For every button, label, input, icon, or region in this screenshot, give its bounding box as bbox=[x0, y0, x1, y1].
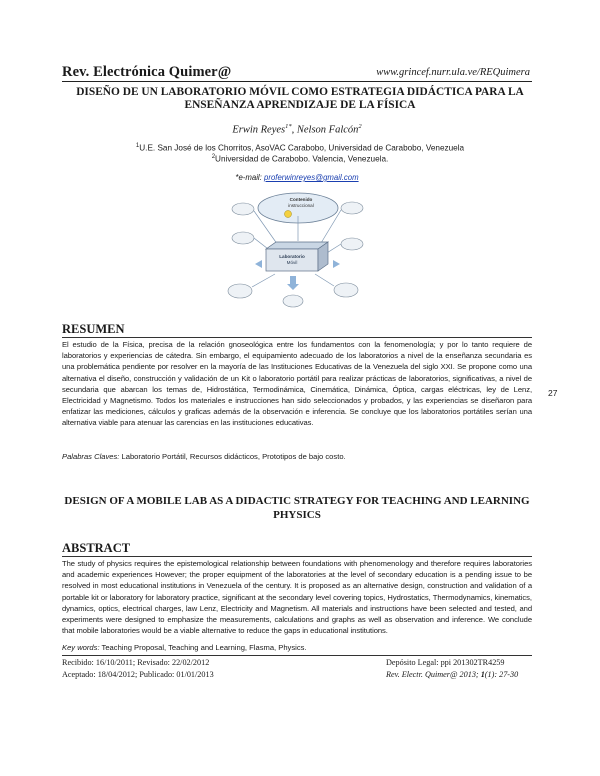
resumen-heading: RESUMEN bbox=[62, 322, 125, 336]
journal-name: Rev. Electrónica Quimer@ bbox=[62, 64, 232, 80]
abstract-text: The study of physics requires the epistemological relationship between foundations with phenomenology and therefore requires laboratories and academic experiences However; the proper equipment of the laboratories at the level of secondary education is a pending issue to be resolved in most educational institutions in Venezuela of the century. It is proposed as an alternative design, construction and validation of a portable kit or laboratory for laboratory practice, significant at the secondary level covering topics, Hydrostatics, Thermodynamics, kinematics, dynamics, optics, electrical charges, law Lenz, Electricity and Magnetism. All materials and instructions have been selected and tested, and experiments were designed to emphasize the measurements, calculations and graphs as well as observation and inference. We conclude that mobile laboratories would be a viable alternative to reduce the gaps in educational institutions. bbox=[62, 559, 532, 636]
author-2-sup: 2 bbox=[358, 123, 362, 130]
affiliation-1 bbox=[100, 143, 500, 153]
resumen-keywords-label: Palabras Claves: bbox=[62, 452, 120, 461]
cloud-label-1: Contenido bbox=[289, 197, 313, 202]
author-1: Erwin Reyes bbox=[232, 124, 286, 136]
header-rule bbox=[62, 81, 532, 82]
abstract-rule bbox=[62, 556, 532, 557]
lab-box-top bbox=[266, 242, 328, 249]
accepted-published: Aceptado: 18/04/2012; Publicado: 01/01/2013 bbox=[62, 670, 214, 679]
journal-url: www.grincef.nurr.ula.ve/REQuimera bbox=[376, 67, 530, 78]
affiliation-2-text: Universidad de Carabobo. Valencia, Venezuela. bbox=[215, 154, 389, 164]
affiliation-1-text: U.E. San José de los Chorritos, AsoVAC Carabobo, Universidad de Carabobo, Venezuela bbox=[139, 143, 465, 153]
cloud-label-2: instruccional bbox=[288, 203, 314, 208]
email-line bbox=[62, 173, 532, 182]
abstract-heading: ABSTRACT bbox=[62, 541, 131, 555]
node-top-right bbox=[341, 202, 363, 214]
lab-label-2: Móvil bbox=[286, 260, 298, 265]
email-label: *e-mail: bbox=[235, 173, 265, 182]
received-revised: Recibido: 16/10/2011; Revisado: 22/02/2012 bbox=[62, 658, 210, 667]
affiliation-2-sup: 2 bbox=[211, 154, 216, 160]
abstract-keywords-label: Key words: bbox=[62, 643, 100, 652]
lab-label-1: Laboratorio bbox=[279, 254, 305, 259]
resumen-text: El estudio de la Física, precisa de la relación gnoseológica entre los fundamentos con la fenomenología; y por lo tanto requiere de laboratorios y experiencias de cátedra. Sin embargo, el equipamiento adecuado de los laboratorios a nivel de la enseñanza secundaria es una problemática pendiente por resolver en la mayoría de las Instituciones Educativas de la Venezuela del siglo XXI. Se propone como una alternativa el diseño, construcción y validación de un Kit o laboratorio portátil para realizar prácticas de laboratorios, significativas, a nivel de secundaria que abarcan los temas de, Hidrostática, Termodinámica, Cinemática, Dinámica, Óptica, cargas eléctricas, ley de Lenz, Electricidad y Magnetismo. Todos los materiales e instrucciones han sido seleccionados y probados, y las experiencias se diseñaron para enfatizar las mediciones, cálculos y graficas además de la observación e inferencia. Se concluye que los laboratorios portátiles serían una alternativa viable para atenuar las carencias en las instituciones educativas. bbox=[62, 340, 532, 428]
author-line bbox=[62, 123, 532, 136]
citation-suffix: (1): 27-30 bbox=[484, 670, 519, 679]
arrow-right-icon bbox=[333, 260, 340, 268]
citation-volume: 1 bbox=[480, 670, 485, 679]
deposito-legal: Depósito Legal: ppi 201302TR4259 bbox=[386, 658, 505, 667]
node-mid-right bbox=[341, 238, 363, 250]
node-top-left bbox=[232, 203, 254, 215]
email-link[interactable]: proferwinreyes@gmail.com bbox=[264, 173, 359, 182]
paper-title-en: DESIGN OF A MOBILE LAB AS A DIDACTIC STRATEGY FOR TEACHING AND LEARNING PHYSICS bbox=[64, 495, 530, 521]
node-bottom-center bbox=[283, 295, 303, 307]
author-2: Nelson Falcón bbox=[296, 124, 359, 136]
affiliation-2 bbox=[100, 154, 500, 164]
node-bottom-right bbox=[334, 283, 358, 297]
node-bottom-left bbox=[228, 284, 252, 298]
arrow-left-icon bbox=[255, 260, 262, 268]
citation-prefix: Rev. Electr. Quimer@ 2013; bbox=[386, 670, 481, 679]
citation bbox=[386, 670, 518, 679]
author-1-sup: 1* bbox=[285, 123, 292, 130]
lightbulb-icon bbox=[285, 211, 292, 218]
abstract-keywords bbox=[62, 643, 532, 652]
page-number: 27 bbox=[548, 388, 558, 398]
paper-title-es: DISEÑO DE UN LABORATORIO MÓVIL COMO ESTRATEGIA DIDÁCTICA PARA LA ENSEÑANZA APRENDIZAJE DE LA FÍSICA bbox=[76, 86, 524, 111]
arrow-down-icon bbox=[287, 276, 299, 290]
resumen-rule bbox=[62, 337, 532, 338]
resumen-keywords-text: Laboratorio Portátil, Recursos didácticos, Prototipos de bajo costo. bbox=[119, 452, 346, 461]
mobile-lab-figure bbox=[210, 186, 390, 316]
footer-rule bbox=[62, 655, 532, 656]
affiliation-1-sup: 1 bbox=[135, 143, 140, 149]
node-mid-left bbox=[232, 232, 254, 244]
resumen-keywords bbox=[62, 452, 532, 461]
abstract-keywords-text: Teaching Proposal, Teaching and Learning, Flasma, Physics. bbox=[99, 643, 307, 652]
mobile-lab-diagram bbox=[210, 186, 390, 316]
author-separator: , bbox=[291, 124, 297, 136]
